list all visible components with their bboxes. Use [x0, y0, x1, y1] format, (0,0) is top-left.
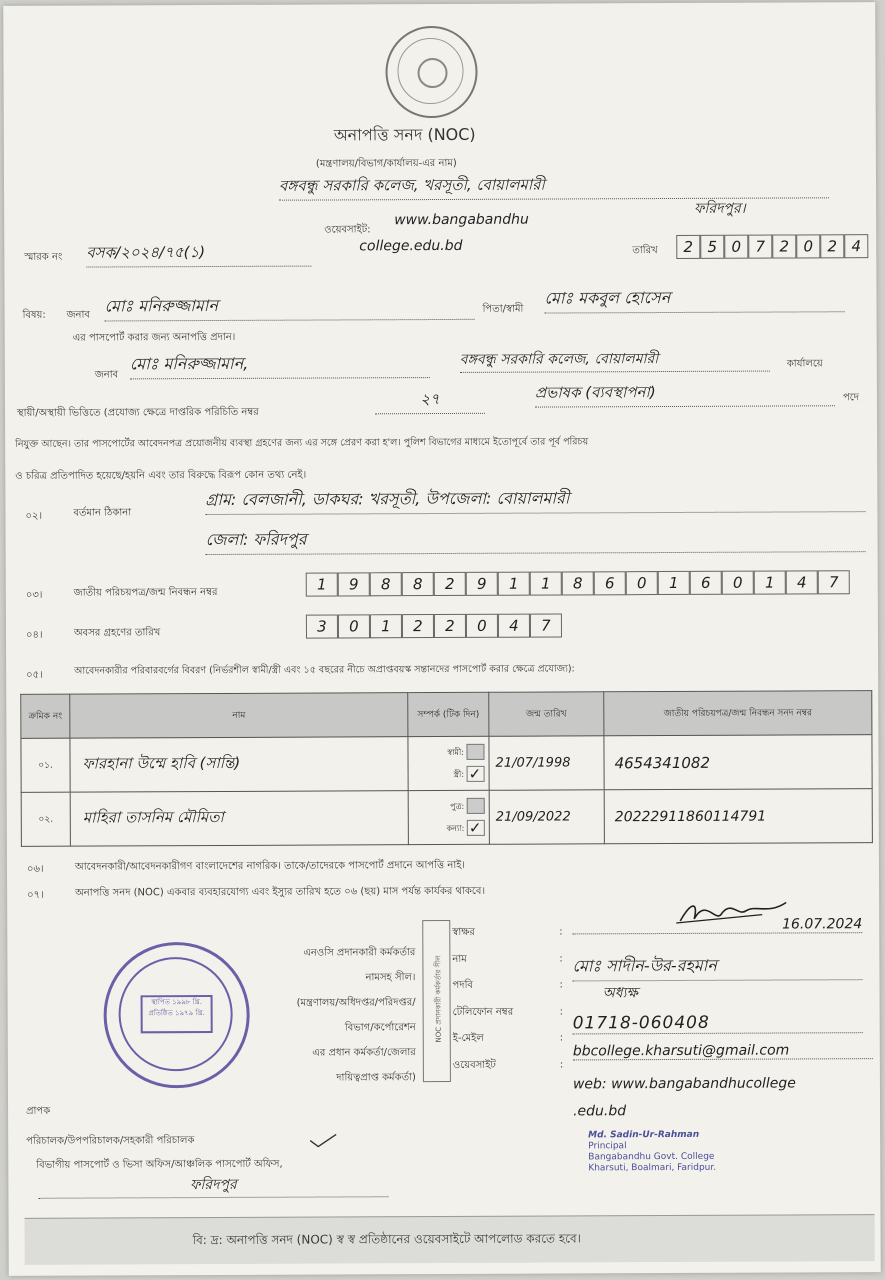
checkbox[interactable] — [467, 798, 485, 814]
col-serial: ক্রমিক নং — [21, 694, 70, 738]
side-stamp-text: NOC প্রদানকারী কর্মকর্তার সীল — [434, 955, 443, 1043]
item-02-number: ০২। — [25, 510, 43, 522]
relation-label: পুত্র: — [450, 801, 465, 811]
official-id: ২৭ — [375, 388, 485, 414]
item-05-number: ০৫। — [26, 669, 43, 681]
principal-stamp — [588, 1130, 716, 1175]
validity-statement: অনাপত্তি সনদ (NOC) একবার ব্যবহারযোগ্য এবং ইস্যুর তারিখ হতে ০৬ (ছয়) মাস পর্যন্ত কার্যকর থাকবে। — [75, 885, 486, 899]
footer-note-bar — [25, 1214, 875, 1265]
designation: প্রভাষক (ব্যবস্থাপনা) — [535, 380, 835, 407]
table-row — [21, 789, 872, 847]
office-suffix: কার্যালয়ে — [786, 358, 823, 370]
row-serial: ০১. — [21, 738, 70, 792]
nid-digit: 9 — [338, 572, 370, 596]
body-line-3: নিযুক্ত আছেন। তার পাসপোর্টের আবেদনপত্র প্রয়োজনীয় ব্যবস্থা গ্রহণের জন্য এর সঙ্গে প্রেরণ করা হ'ল। পুলিশ বিভাগের মাধ্যমে ইতোপূর্বে তার পূর্ব পরিচয় — [15, 436, 589, 450]
item-07-number: ০৭। — [27, 889, 44, 901]
field-label-signature: স্বাক্ষর — [452, 926, 475, 938]
nid-digit: 2 — [434, 572, 466, 596]
citizen-statement: আবেদনকারী/আবেদনকারীগণ বাংলাদেশের নাগরিক। তাকে/তাদেরকে পাসপোর্ট প্রদানে আপত্তি নাই। — [74, 859, 466, 873]
col-name: নাম — [70, 693, 408, 738]
nid-digit: 7 — [818, 570, 850, 594]
row-dob: 21/07/1998 — [489, 736, 604, 791]
retire-digit: 0 — [466, 614, 498, 638]
website-label: ওয়েবসাইট: — [324, 224, 371, 236]
signatory-line: নামসহ সীল। — [365, 972, 416, 984]
nid-digit: 0 — [722, 571, 754, 595]
nid-digit: 9 — [466, 572, 498, 596]
relation-label: স্ত্রী: — [453, 769, 465, 779]
recipient-line-1: পরিচালক/উপপরিচালক/সহকারী পরিচালক — [26, 1135, 195, 1147]
item-03-number: ০৩। — [25, 589, 43, 601]
post-suffix: পদে — [842, 392, 860, 404]
row-serial: ০২. — [21, 792, 70, 846]
recipient-label: প্রাপক — [26, 1105, 51, 1117]
nid-digit: 4 — [786, 570, 818, 594]
signatory-left-text — [255, 940, 416, 1091]
col-id: জাতীয় পরিচয়পত্র/জন্ম নিবন্ধন সনদ নম্বর — [604, 691, 872, 736]
website-value-2: college.edu.bd — [359, 237, 463, 255]
checkbox[interactable] — [466, 744, 484, 760]
retire-digit: 0 — [338, 614, 370, 638]
nid-digit: 6 — [594, 571, 626, 595]
subject-label: বিষয়: — [22, 309, 46, 321]
nid-digit: 1 — [658, 571, 690, 595]
relation-label: স্বামী: — [447, 747, 464, 757]
document-subtitle: (মন্ত্রণালয়/বিভাগ/কার্যালয়-এর নাম) — [315, 157, 457, 170]
row-relation — [408, 736, 489, 790]
father-label: পিতা/স্বামী — [482, 303, 524, 315]
field-label-email: ই-মেইল — [452, 1032, 484, 1044]
noc-document — [3, 2, 881, 1276]
signatory-name: মোঃ সাদীন-উর-রহমান — [572, 952, 862, 981]
noc-side-stamp — [422, 920, 451, 1082]
address-label: বর্তমান ঠিকানা — [73, 507, 132, 519]
body-office: বঙ্গবন্ধু সরকারি কলেজ, বোয়ালমারী — [460, 347, 770, 373]
principal-stamp-line: Bangabandhu Govt. College — [588, 1151, 715, 1163]
checkbox-checked[interactable] — [467, 766, 485, 782]
row-id: 20222911860114791 — [604, 789, 872, 844]
recipient-place: ফরিদপুর — [38, 1172, 388, 1199]
website-value: www.bangabandhu — [394, 211, 529, 229]
item-06-number: ০৬। — [26, 863, 44, 875]
body-line-2: স্থায়ী/অস্থায়ী ভিত্তিতে (প্রযোজ্য ক্ষেত্রে দাপ্তরিক পরিচিতি নম্বর — [16, 406, 259, 419]
signatory-website-2: .edu.bd — [573, 1103, 627, 1120]
date-digit: 2 — [676, 235, 700, 259]
col-relation: সম্পর্ক (টিক দিন) — [408, 692, 489, 736]
field-colons: : : : : : : — [559, 926, 564, 1070]
retire-digit: 1 — [370, 614, 402, 638]
ref-label: স্মারক নং — [24, 251, 63, 263]
family-table-header — [21, 691, 872, 739]
row-relation — [408, 790, 489, 844]
signatory-line: এর প্রধান কর্মকর্তা/জেলার — [312, 1047, 416, 1059]
retire-digit: 2 — [434, 614, 466, 638]
date-boxes — [676, 234, 868, 259]
date-digit: 0 — [796, 234, 820, 258]
subject-mr-label: জনাব — [66, 309, 90, 321]
relation-option — [413, 817, 485, 839]
nid-digit: 1 — [754, 570, 786, 594]
signatory-line: বিভাগ/কর্পোরেশন — [344, 1022, 416, 1034]
applicant-name: মোঃ মনিরুজ্জামান — [104, 292, 474, 322]
nid-label: জাতীয় পরিচয়পত্র/জন্ম নিবন্ধন নম্বর — [73, 586, 218, 599]
retire-digit: 7 — [530, 613, 562, 637]
signatory-line: (মন্ত্রণালয়/অধিদপ্তর/পরিদপ্তর/ — [296, 997, 416, 1009]
family-table — [20, 690, 873, 847]
nid-digit: 8 — [562, 571, 594, 595]
relation-label: কন্যা: — [446, 823, 465, 833]
retire-digit: 4 — [498, 614, 530, 638]
row-dob: 21/09/2022 — [489, 790, 604, 845]
address-line-1: গ্রাম: বেলজানী, ডাকঘর: খরসূতী, উপজেলা: বোয়ালমারী — [205, 484, 865, 515]
retire-digit: 3 — [306, 614, 338, 638]
col-dob: জন্ম তারিখ — [489, 692, 604, 737]
nid-digit: 0 — [626, 571, 658, 595]
document-title: অনাপত্তি সনদ (NOC) — [333, 124, 476, 145]
signatory-designation: অধ্যক্ষ — [602, 985, 638, 1002]
principal-stamp-name: Md. Sadin-Ur-Rahman — [588, 1129, 700, 1141]
retire-digit: 2 — [402, 614, 434, 638]
office-district: ফরিদপুর। — [694, 200, 746, 217]
signatory-field-labels — [452, 920, 513, 1079]
ref-value: বসক/২০২৪/৭৫(১) — [86, 241, 311, 268]
nid-digit: 8 — [402, 572, 434, 596]
college-round-stamp: স্থাপিত ১৯৯৮ খ্রি. প্রতিষ্ঠিত ১৯৭৯ খ্রি. — [103, 942, 250, 1089]
nid-digit: 1 — [306, 572, 338, 596]
principal-stamp-line: Kharsuti, Boalmari, Faridpur. — [588, 1162, 717, 1174]
item-04-number: ০৪। — [25, 629, 43, 641]
nid-digit: 1 — [530, 571, 562, 595]
subject-purpose: এর পাসপোর্ট করার জন্য অনাপত্তি প্রদান। — [72, 331, 236, 344]
signatory-website: web: www.bangabandhucollege — [572, 1075, 796, 1093]
nid-boxes — [306, 570, 850, 596]
signatory-email: bbcollege.kharsuti@gmail.com — [573, 1042, 873, 1060]
body-mr-label: জনাব — [94, 369, 119, 381]
date-digit: 2 — [820, 234, 844, 258]
field-label-website: ওয়েবসাইট — [452, 1059, 496, 1071]
principal-stamp-line: Principal — [588, 1141, 627, 1152]
retire-label: অবসর গ্রহণের তারিখ — [73, 627, 161, 639]
date-digit: 0 — [724, 235, 748, 259]
field-label-name: নাম — [452, 953, 467, 965]
body-line-4: ও চরিত্র প্রতিপাদিত হয়েছে/হয়নি এবং তার বিরুদ্ধে বিরূপ কোন তথ্য নেই। — [15, 469, 307, 482]
row-id: 4654341082 — [604, 735, 872, 790]
family-label: আবেদনকারীর পরিবারবর্গের বিবরণ (নির্ভরশীল স্বামী/স্ত্রী এবং ১৫ বছরের নীচে অপ্রাপ্তবয়স্ক সন্তানদের পাসপোর্ট করার ক্ষেত্রে প্রযোজ্য): — [74, 663, 575, 677]
field-label-phone: টেলিফোন নম্বর — [452, 1006, 514, 1018]
signature-date: 16.07.2024 — [572, 916, 862, 934]
tick-mark-icon — [308, 1132, 338, 1148]
date-digit: 7 — [748, 235, 772, 259]
table-row — [21, 735, 872, 793]
body-name: মোঃ মনিরুজ্জামান, — [130, 350, 430, 379]
footer-note: বি: দ্র: অনাপত্তি সনদ (NOC) স্ব স্ব প্রতিষ্ঠানের ওয়েবসাইটে আপলোড করতে হবে। — [192, 1231, 581, 1248]
nid-digit: 1 — [498, 572, 530, 596]
date-digit: 4 — [844, 234, 868, 258]
checkbox-checked[interactable] — [467, 820, 485, 836]
field-label-designation: পদবি — [452, 979, 474, 991]
relation-option — [412, 741, 484, 763]
father-name: মোঃ মকবুল হোসেন — [544, 284, 844, 313]
row-name: ফারহানা উম্মে হাবি (সান্তি) — [70, 737, 408, 792]
retire-boxes — [306, 613, 562, 638]
relation-option — [413, 795, 485, 817]
address-line-2: জেলা: ফরিদপুর — [206, 524, 866, 555]
nid-digit: 8 — [370, 572, 402, 596]
row-name: মাহিরা তাসনিম মৌমিতা — [70, 791, 408, 846]
date-digit: 5 — [700, 235, 724, 259]
date-label: তারিখ — [632, 245, 658, 257]
nid-digit: 6 — [690, 571, 722, 595]
signatory-line: এনওসি প্রদানকারী কর্মকর্তার — [303, 947, 416, 959]
office-name: বঙ্গবন্ধু সরকারি কলেজ, খরসূতী, বোয়ালমারী — [279, 172, 829, 200]
government-seal-icon — [385, 26, 477, 118]
date-digit: 2 — [772, 234, 796, 258]
signatory-line: দায়িত্বপ্রাপ্ত কর্মকর্তা) — [336, 1072, 416, 1084]
relation-option — [413, 763, 485, 785]
recipient-line-2: বিভাগীয় পাসপোর্ট ও ভিসা অফিস/আঞ্চলিক পাসপোর্ট অফিস, — [36, 1158, 283, 1171]
signatory-phone: 01718-060408 — [573, 1012, 863, 1034]
